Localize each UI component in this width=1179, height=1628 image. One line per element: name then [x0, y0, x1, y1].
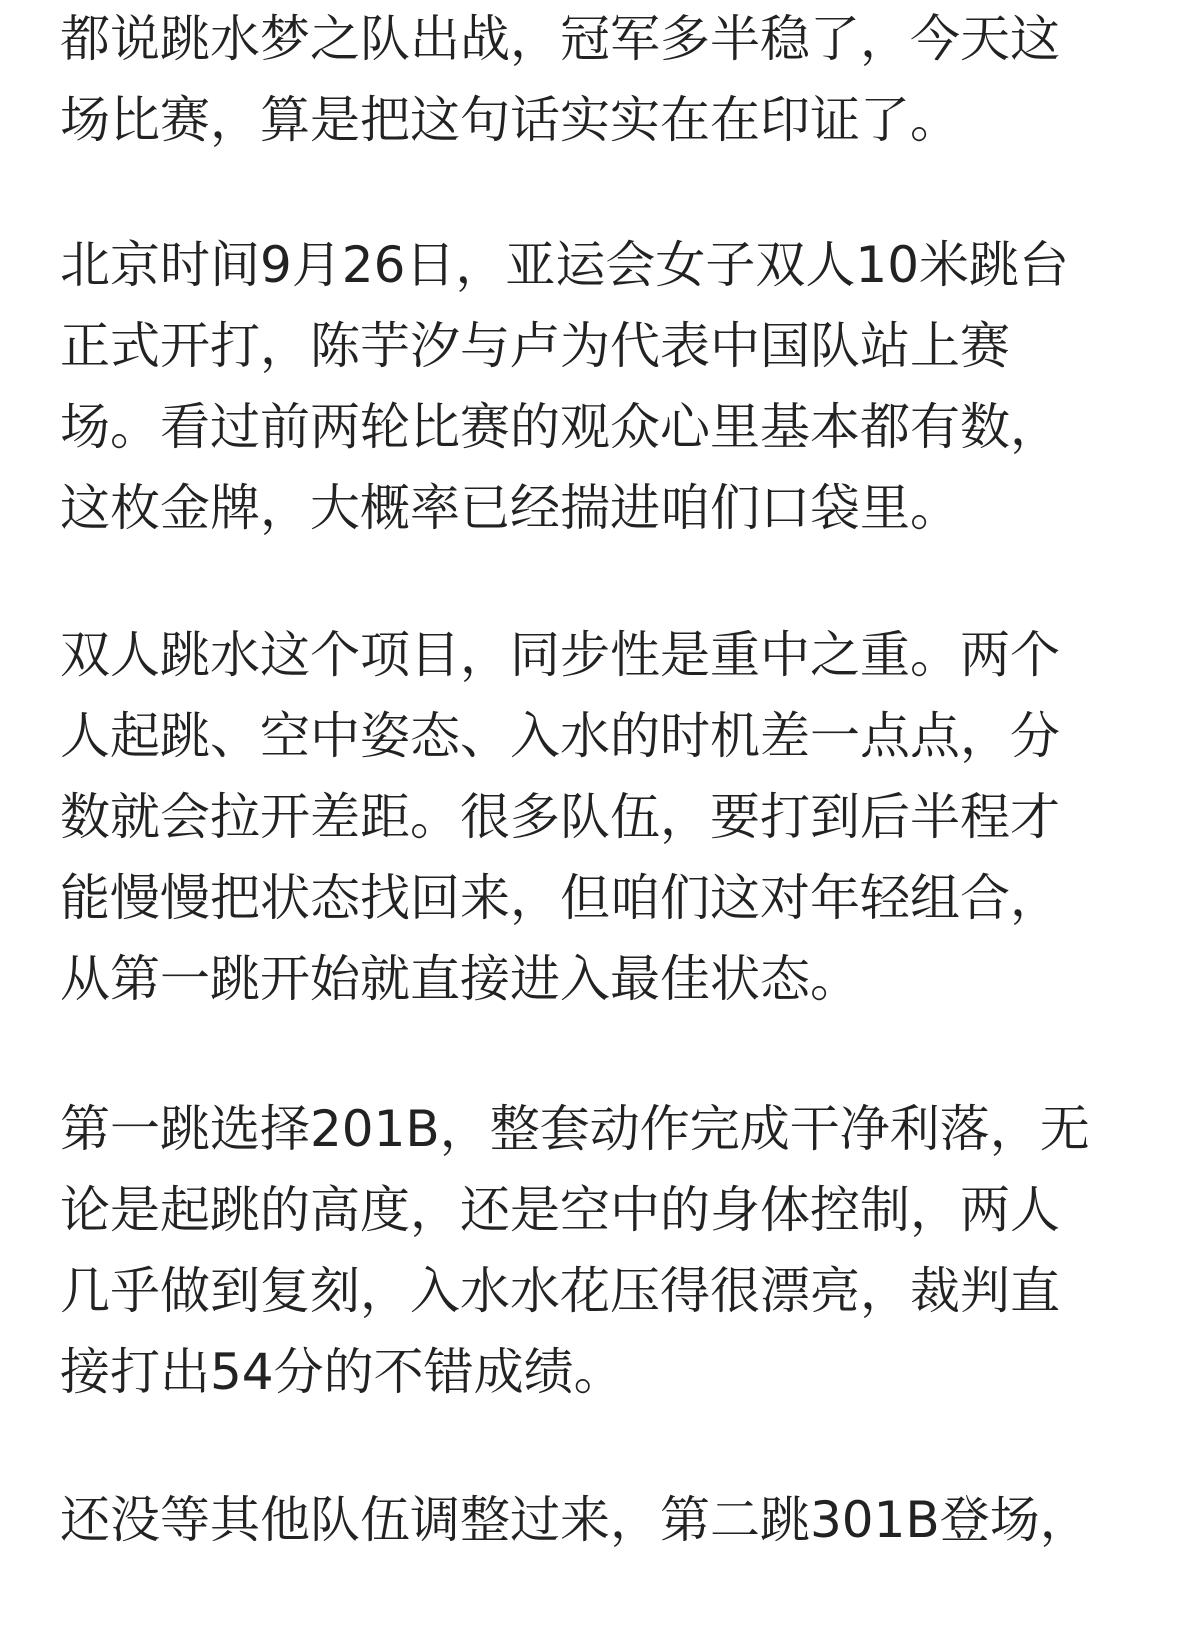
- text-line: 从第一跳开始就直接进入最佳状态。: [60, 950, 860, 1008]
- text-line: 这枚金牌，大概率已经揣进咱们口袋里。: [60, 479, 960, 537]
- paragraph-5: [60, 1480, 1090, 1561]
- text-line: 都说跳水梦之队出战，冠军多半稳了，今天这: [60, 10, 1060, 68]
- text-line: 还没等其他队伍调整过来，第二跳301B登场，: [60, 1491, 1090, 1549]
- paragraph-2: [60, 225, 1069, 549]
- text-line: 数就会拉开差距。很多队伍，要打到后半程才: [60, 788, 1060, 846]
- text-line: 几乎做到复刻，入水水花压得很漂亮，裁判直: [60, 1262, 1060, 1320]
- text-line: 第一跳选择201B，整套动作完成干净利落，无: [60, 1100, 1090, 1158]
- text-line: 北京时间9月26日，亚运会女子双人10米跳台: [60, 236, 1070, 294]
- text-line: 场比赛，算是把这句话实实在在印证了。: [60, 91, 960, 149]
- text-line: 接打出54分的不错成绩。: [60, 1343, 624, 1401]
- paragraph-1: [60, 0, 1060, 161]
- text-line: 双人跳水这个项目，同步性是重中之重。两个: [60, 626, 1060, 684]
- text-line: 场。看过前两轮比赛的观众心里基本都有数，: [60, 398, 1060, 456]
- text-line: 人起跳、空中姿态、入水的时机差一点点，分: [60, 707, 1060, 765]
- text-line: 论是起跳的高度，还是空中的身体控制，两人: [60, 1181, 1060, 1239]
- text-line: 正式开打，陈芋汐与卢为代表中国队站上赛: [60, 317, 1010, 375]
- text-line: 能慢慢把状态找回来，但咱们这对年轻组合，: [60, 869, 1060, 927]
- paragraph-3: [60, 615, 1060, 1020]
- paragraph-4: [60, 1089, 1090, 1413]
